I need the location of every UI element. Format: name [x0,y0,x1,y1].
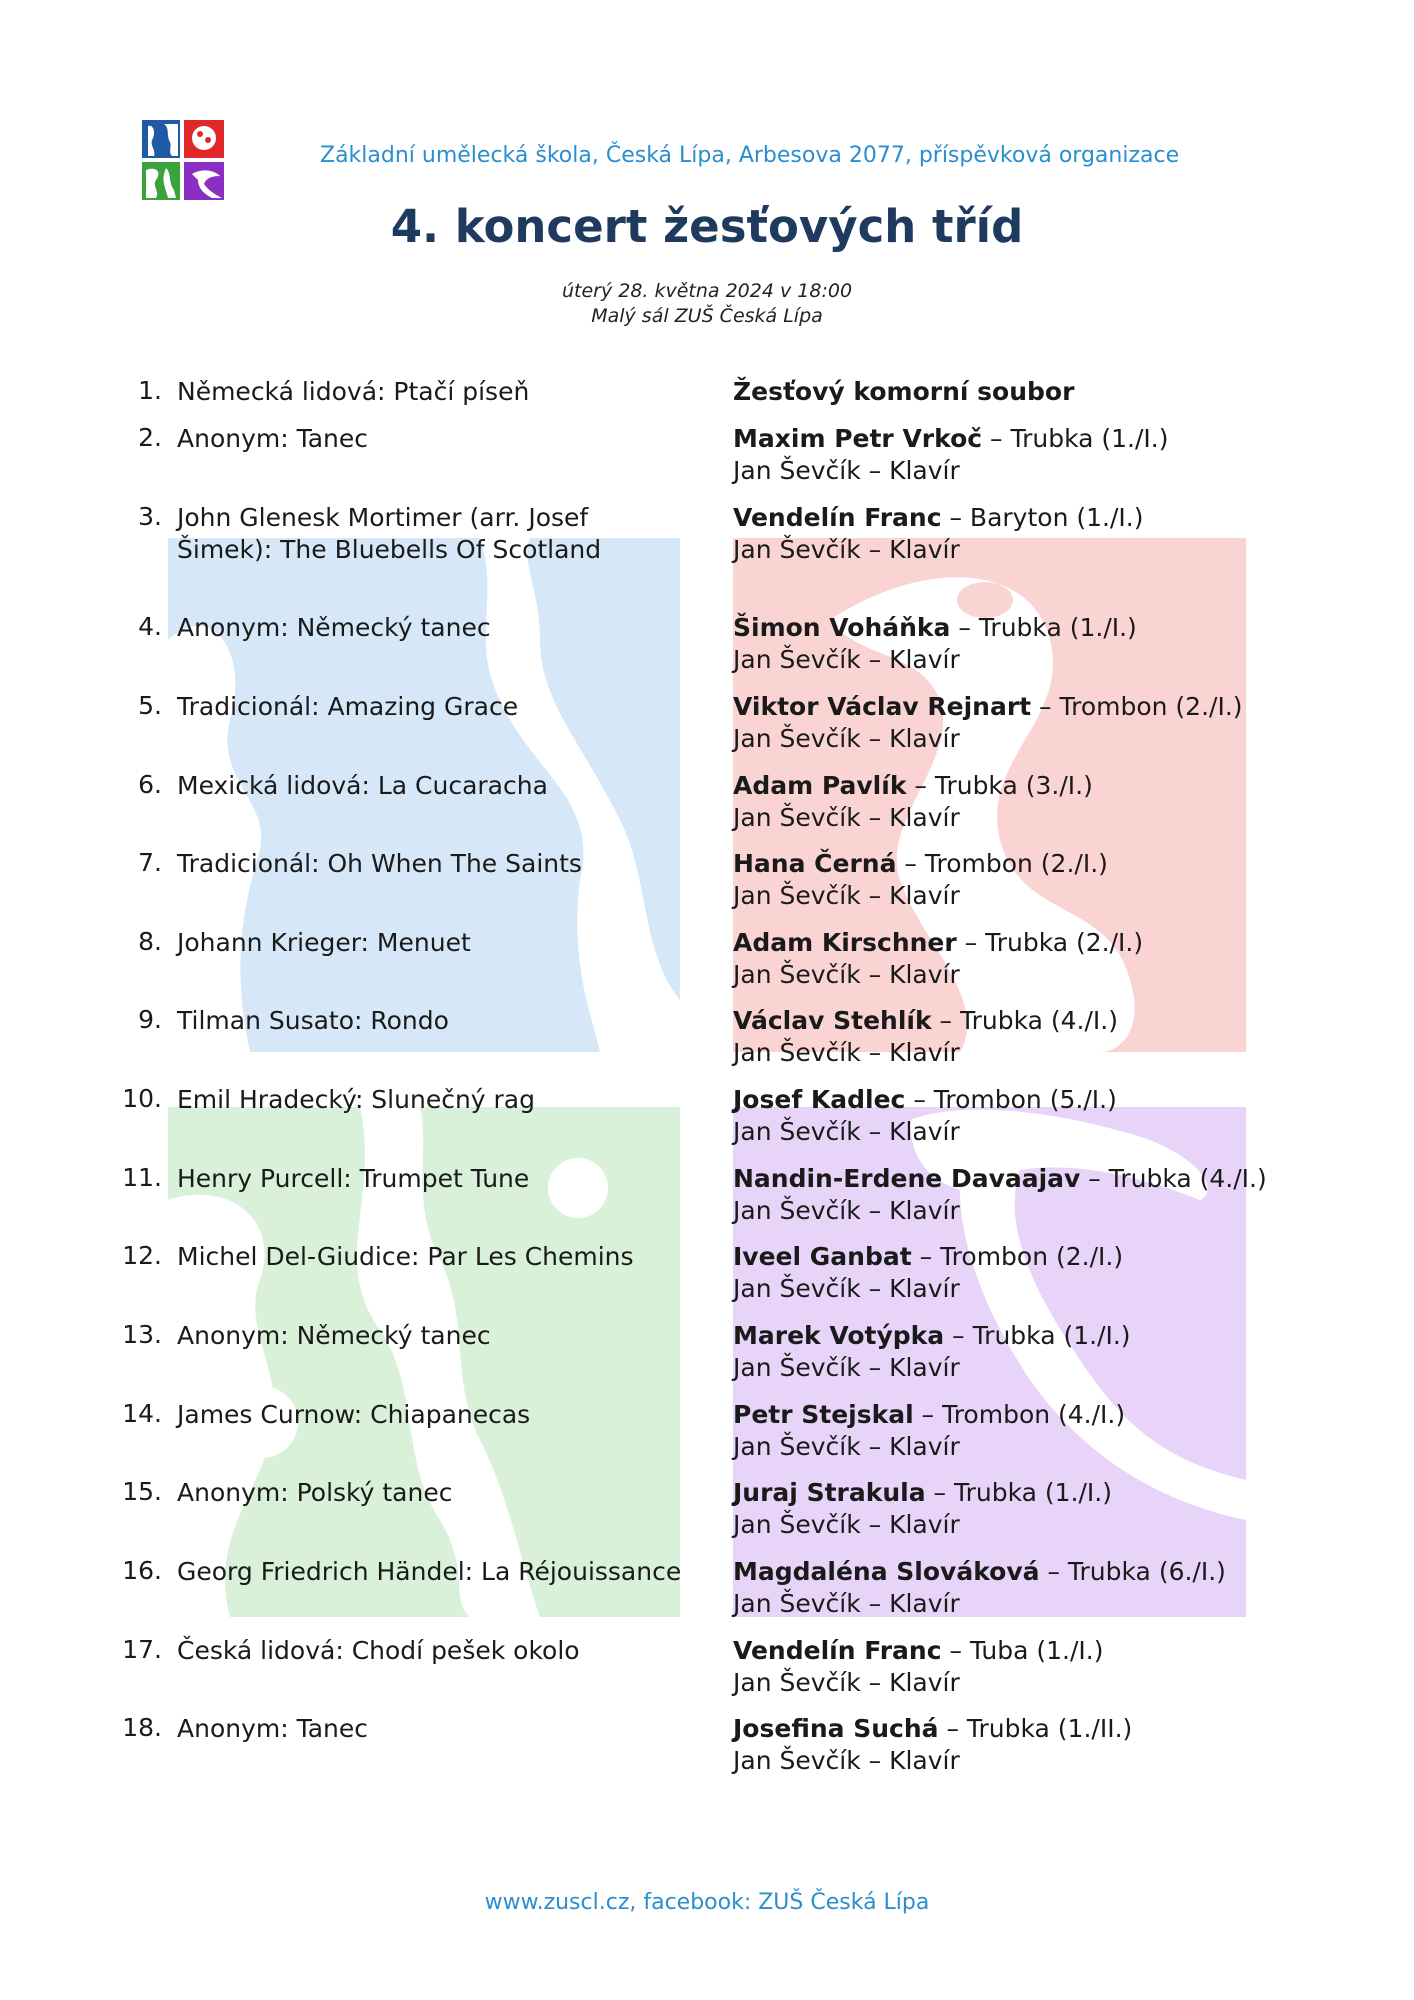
program-item [0,1399,1414,1469]
performer-instrument: – Tuba (1./I.) [941,1636,1104,1665]
program-item-performers [733,1713,1132,1777]
program-item-piece: Anonym: Tanec [177,424,369,453]
program-item [0,927,1414,997]
program-item-performers [733,1005,1118,1069]
performer-instrument: – Trubka (1./I.) [944,1321,1131,1350]
program-item-piece: Tradicionál: Amazing Grace [177,692,519,721]
program-item-piece: Tradicionál: Oh When The Saints [177,849,582,878]
program-item-piece: Mexická lidová: La Cucaracha [177,771,548,800]
program-item-number: 13. [122,1320,162,1349]
program-item-performers [733,1163,1267,1227]
program-item-number: 16. [122,1556,162,1585]
program-item-performers [733,1635,1103,1699]
program-item [0,1477,1414,1547]
accompanist: Jan Ševčík – Klavír [733,1746,960,1775]
program-item [0,423,1414,493]
accompanist: Jan Ševčík – Klavír [733,881,960,910]
accompanist: Jan Ševčík – Klavír [733,535,960,564]
accompanist: Jan Ševčík – Klavír [733,1117,960,1146]
performer-name: Juraj Strakula [733,1478,926,1507]
program-item-number: 4. [138,612,162,641]
program-item [0,502,1414,572]
program-item-number: 6. [138,770,162,799]
performer-name: Iveel Ganbat [733,1242,912,1271]
accompanist: Jan Ševčík – Klavír [733,1274,960,1303]
school-name: Základní umělecká škola, Česká Lípa, Arbesova 2077, příspěvková organizace [320,143,1180,168]
program-item [0,1556,1414,1626]
accompanist: Jan Ševčík – Klavír [733,1353,960,1382]
performer-name: Adam Pavlík [733,771,907,800]
performer-instrument: – Trombon (2./I.) [896,849,1108,878]
performer-name: Josefina Suchá [733,1714,939,1743]
accompanist: Jan Ševčík – Klavír [733,803,960,832]
program-item [0,691,1414,761]
program-item-performers [733,502,1143,566]
concert-venue: Malý sál ZUŠ Česká Lípa [591,305,823,327]
program-item-number: 1. [138,376,162,405]
performer-instrument: – Trubka (4./I.) [1080,1164,1267,1193]
performer-instrument: – Trombon (5./I.) [905,1085,1117,1114]
program-item [0,1005,1414,1075]
program-item-performers [733,691,1243,755]
program-item-piece: Georg Friedrich Händel: La Réjouissance [177,1557,682,1586]
program-item [0,1320,1414,1390]
performer-name: Vendelín Franc [733,503,942,532]
program-item [0,848,1414,918]
program-item-performers [733,1556,1226,1620]
program-item-performers [733,1320,1131,1384]
performer-name: Adam Kirschner [733,928,957,957]
accompanist: Jan Ševčík – Klavír [733,1196,960,1225]
performer-instrument: – Trubka (4./I.) [931,1006,1118,1035]
performer-name: Josef Kadlec [733,1085,906,1114]
program-item-piece: Anonym: Německý tanec [177,613,491,642]
performer-instrument: – Trombon (4./I.) [913,1400,1126,1429]
performer-name: Žesťový komorní soubor [733,377,1075,406]
program-item-number: 15. [122,1477,162,1506]
program-item-number: 9. [138,1005,162,1034]
program-item-piece: Johann Krieger: Menuet [177,928,471,957]
performer-name: Nandin-Erdene Davaajav [733,1164,1081,1193]
accompanist: Jan Ševčík – Klavír [733,960,960,989]
program-item [0,1713,1414,1783]
program-item-performers [733,1477,1112,1541]
performer-name: Šimon Voháňka [733,613,951,642]
program-item-performers [733,927,1143,991]
performer-instrument: – Trubka (1./I.) [950,613,1137,642]
program-item-piece: Emil Hradecký: Slunečný rag [177,1085,535,1114]
school-logo [142,120,224,200]
accompanist: Jan Ševčík – Klavír [733,1038,960,1067]
program-item-number: 17. [122,1635,162,1664]
program-item-piece: Tilman Susato: Rondo [177,1006,449,1035]
performer-name: Hana Černá [733,849,897,878]
performer-name: Magdaléna Slováková [733,1557,1040,1586]
program-item-performers [733,1084,1117,1148]
program-item-performers [733,612,1137,676]
program-item-number: 11. [122,1163,162,1192]
accompanist: Jan Ševčík – Klavír [733,1510,960,1539]
program-item-number: 12. [122,1241,162,1270]
performer-instrument: – Trubka (6./I.) [1039,1557,1226,1586]
program-item [0,1241,1414,1311]
program-item-number: 10. [122,1084,162,1113]
program-item-performers [733,770,1093,834]
program-item-piece: James Curnow: Chiapanecas [177,1400,531,1429]
program-item-number: 3. [138,502,162,531]
program-item [0,770,1414,840]
performer-instrument: – Trombon (2./I.) [1031,692,1243,721]
program-item-number: 5. [138,691,162,720]
performer-instrument: – Trubka (1./I.) [925,1478,1112,1507]
performer-instrument: – Trubka (3./I.) [906,771,1093,800]
accompanist: Jan Ševčík – Klavír [733,724,960,753]
performer-name: Viktor Václav Rejnart [733,692,1032,721]
program-item-piece: Anonym: Polský tanec [177,1478,453,1507]
performer-instrument: – Trombon (2./I.) [911,1242,1124,1271]
program-item-number: 18. [122,1713,162,1742]
program-item-number: 2. [138,423,162,452]
accompanist: Jan Ševčík – Klavír [733,1432,960,1461]
performer-name: Petr Stejskal [733,1400,914,1429]
program-item-piece: John Glenesk Mortimer (arr. Josef Šimek): The Bluebells Of Scotland [177,503,602,564]
program-item [0,612,1414,682]
program-item-piece: Michel Del-Giudice: Par Les Chemins [177,1242,634,1271]
performer-instrument: – Baryton (1./I.) [941,503,1144,532]
program-item-performers [733,848,1108,912]
performer-name: Marek Votýpka [733,1321,945,1350]
performer-instrument: – Trubka (2./I.) [956,928,1144,957]
program-item-piece: Německá lidová: Ptačí píseň [177,377,530,406]
performer-instrument: – Trubka (1./II.) [938,1714,1133,1743]
performer-name: Vendelín Franc [733,1636,942,1665]
performer-name: Maxim Petr Vrkoč [733,424,983,453]
concert-title: 4. koncert žesťových tříd [390,200,1024,253]
program-item-piece: Česká lidová: Chodí pešek okolo [177,1636,580,1665]
program-item-number: 8. [138,927,162,956]
program-item-performers [733,1399,1125,1463]
accompanist: Jan Ševčík – Klavír [733,1668,960,1697]
accompanist: Jan Ševčík – Klavír [733,645,960,674]
program-item-piece: Henry Purcell: Trumpet Tune [177,1164,530,1193]
accompanist: Jan Ševčík – Klavír [733,456,960,485]
program-item [0,1163,1414,1233]
program-item-number: 14. [122,1399,162,1428]
program-item [0,1635,1414,1705]
program-item-performers [733,423,1168,487]
program-item-performers [733,376,1074,408]
accompanist: Jan Ševčík – Klavír [733,1589,960,1618]
program-item-piece: Anonym: Tanec [177,1714,369,1743]
program-item-piece: Anonym: Německý tanec [177,1321,491,1350]
footer-links: www.zuscl.cz, facebook: ZUŠ Česká Lípa [484,1890,930,1915]
program-item [0,1084,1414,1154]
performer-name: Václav Stehlík [733,1006,932,1035]
program-item-number: 7. [138,848,162,877]
concert-date: úterý 28. května 2024 v 18:00 [561,280,853,302]
program-item-performers [733,1241,1123,1305]
performer-instrument: – Trubka (1./I.) [982,424,1169,453]
